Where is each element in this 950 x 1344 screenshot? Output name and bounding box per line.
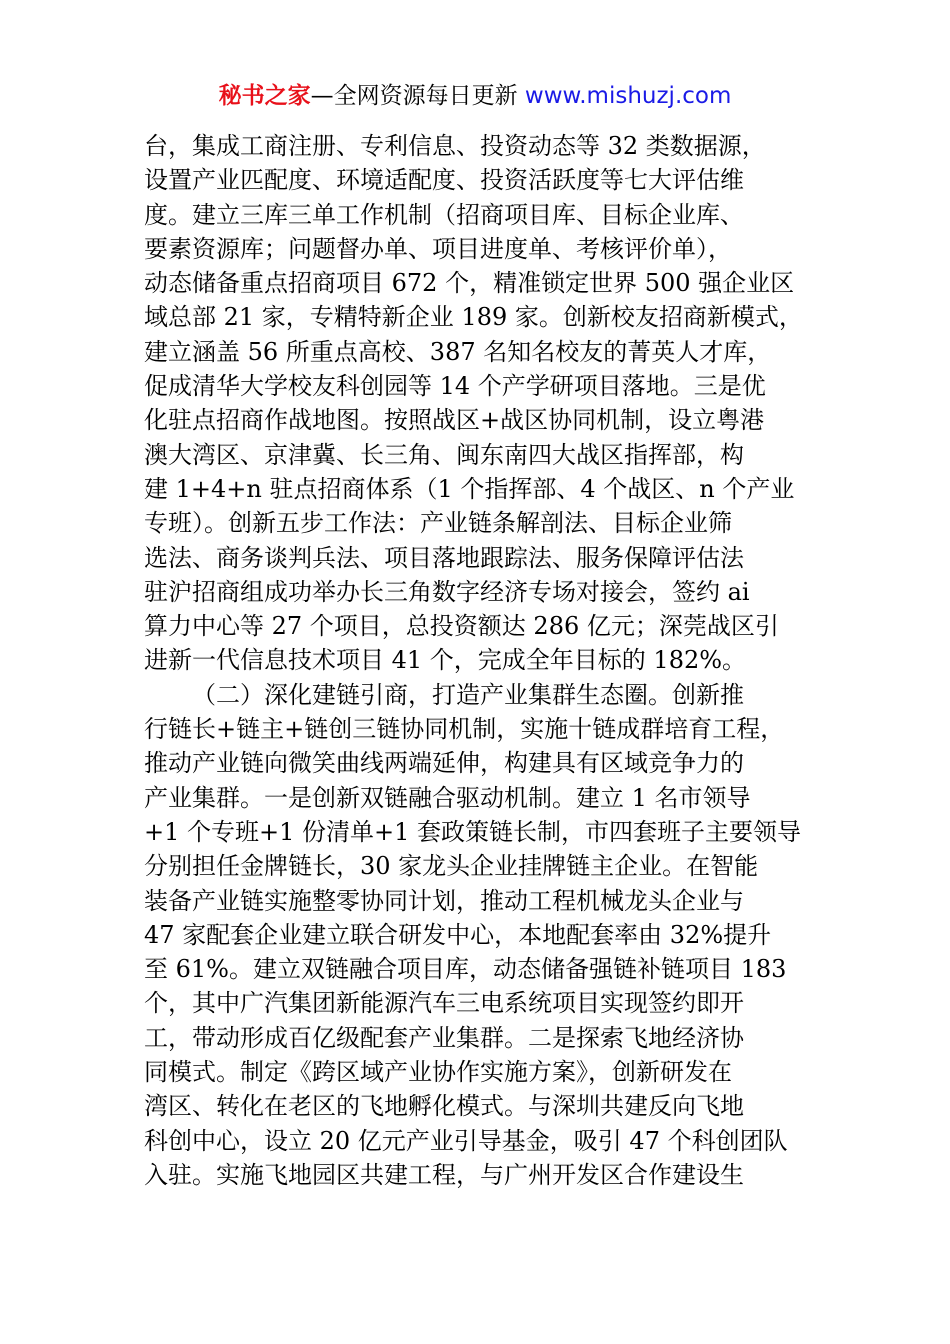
document-body — [144, 129, 824, 1192]
text-line: 要素资源库；问题督办单、项目进度单、考核评价单）， — [144, 234, 732, 263]
text-line: 装备产业链实施整零协同计划，推动工程机械龙头企业与 — [144, 886, 744, 915]
text-line: 入驻。实施飞地园区共建工程，与广州开发区合作建设生 — [144, 1160, 744, 1189]
text-line: 澳大湾区、京津冀、长三角、闽东南四大战区指挥部，构 — [144, 440, 744, 469]
text-line: 化驻点招商作战地图。按照战区+战区协同机制，设立粤港 — [144, 406, 765, 435]
header-tagline: —全网资源每日更新 — [310, 83, 525, 109]
text-line: 设置产业匹配度、环境适配度、投资活跃度等七大评估维 — [144, 166, 744, 195]
text-line: 建 1+4+n 驻点招商体系（1 个指挥部、4 个战区、n 个产业 — [144, 474, 795, 503]
text-line: 进新一代信息技术项目 41 个，完成全年目标的 182%。 — [144, 646, 747, 675]
text-line: 推动产业链向微笑曲线两端延伸，构建具有区域竞争力的 — [144, 749, 744, 778]
text-line: 选法、商务谈判兵法、项目落地跟踪法、服务保障评估法 — [144, 543, 744, 572]
text-line: 建立涵盖 56 所重点高校、387 名知名校友的菁英人才库， — [144, 337, 772, 366]
text-line: 行链长+链主+链创三链协同机制，实施十链成群培育工程， — [144, 715, 785, 744]
text-line: 度。建立三库三单工作机制（招商项目库、目标企业库、 — [144, 200, 744, 229]
text-line: 湾区、转化在老区的飞地孵化模式。与深圳共建反向飞地 — [144, 1092, 744, 1121]
site-header — [0, 79, 950, 113]
site-url-link[interactable]: www.mishuzj.com — [524, 83, 732, 109]
text-line: 驻沪招商组成功举办长三角数字经济专场对接会，签约 ai — [144, 577, 750, 606]
text-line: 工，带动形成百亿级配套产业集群。二是探索飞地经济协 — [144, 1023, 744, 1052]
text-line: 分别担任金牌链长，30 家龙头企业挂牌链主企业。在智能 — [144, 852, 759, 881]
text-line: 算力中心等 27 个项目，总投资额达 286 亿元；深莞战区引 — [144, 612, 779, 641]
text-line: 台，集成工商注册、专利信息、投资动态等 32 类数据源， — [144, 132, 766, 160]
brand-name: 秘书之家 — [218, 83, 311, 109]
text-line: 专班）。创新五步工作法：产业链条解剖法、目标企业筛 — [144, 509, 732, 538]
text-line: 至 61%。建立双链融合项目库，动态储备强链补链项目 183 — [144, 955, 787, 984]
text-line: 动态储备重点招商项目 672 个，精准锁定世界 500 强企业区 — [144, 269, 795, 298]
text-line: +1 个专班+1 份清单+1 套政策链长制，市四套班子主要领导 — [144, 817, 802, 846]
text-line: 产业集群。一是创新双链融合驱动机制。建立 1 名市领导 — [144, 783, 751, 812]
text-line: （二）深化建链引商，打造产业集群生态圈。创新推 — [192, 680, 744, 709]
text-line: 域总部 21 家，专精特新企业 189 家。创新校友招商新模式， — [144, 303, 803, 332]
text-line: 同模式。制定《跨区域产业协作实施方案》，创新研发在 — [144, 1058, 732, 1087]
text-line: 47 家配套企业建立联合研发中心，本地配套率由 32%提升 — [144, 920, 772, 949]
text-line: 科创中心，设立 20 亿元产业引导基金，吸引 47 个科创团队 — [144, 1126, 788, 1155]
text-line: 个，其中广汽集团新能源汽车三电系统项目实现签约即开 — [144, 989, 744, 1018]
text-line: 促成清华大学校友科创园等 14 个产学研项目落地。三是优 — [144, 372, 766, 401]
